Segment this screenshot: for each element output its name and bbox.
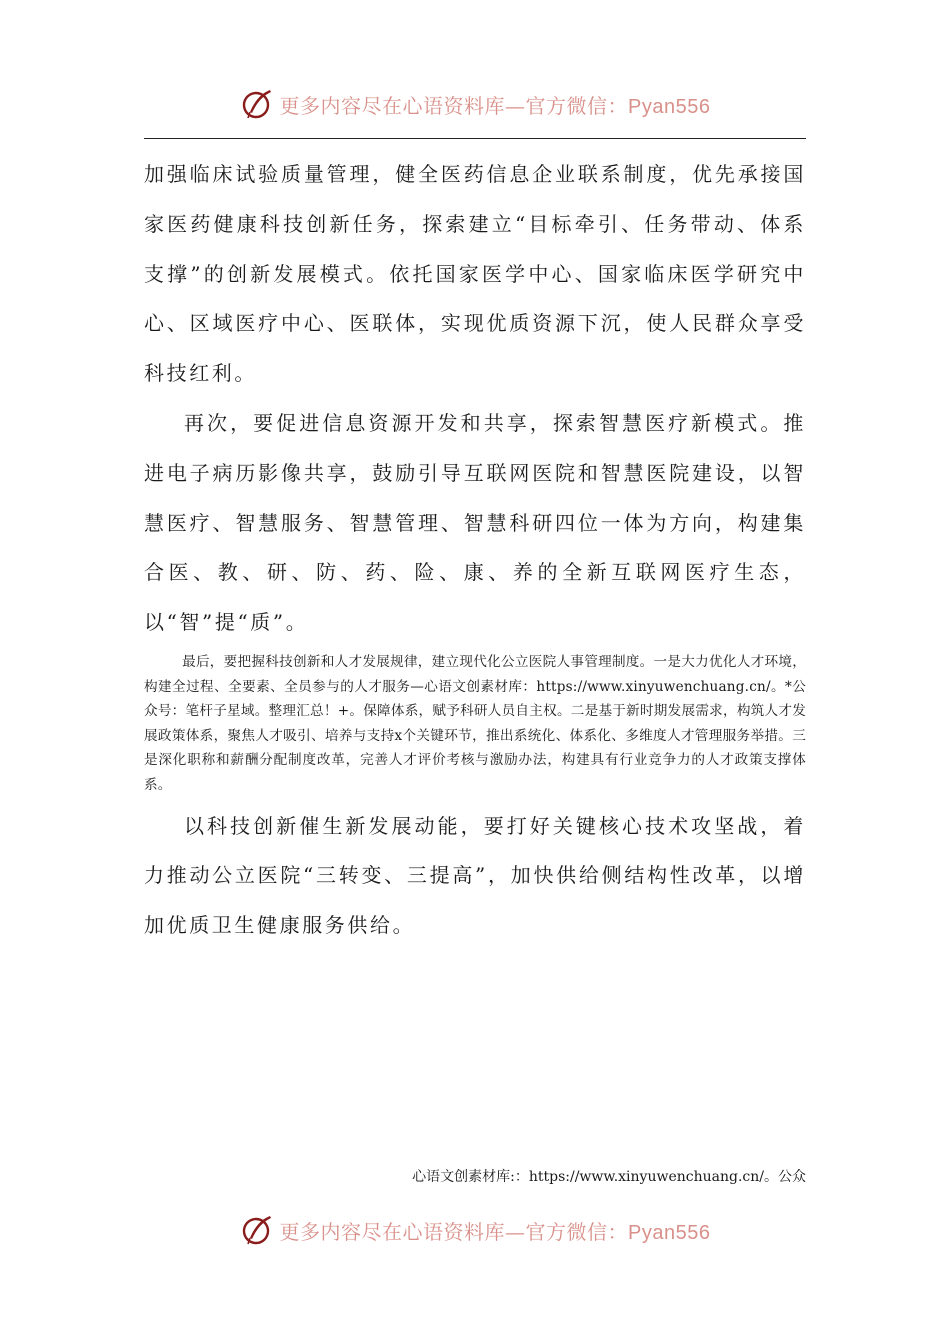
banner-text [280, 90, 711, 119]
footer-source-line: 心语文创素材库:：https://www.xinyuwenchuang.cn/。公众 [412, 1169, 806, 1185]
paragraph-2: 再次，要促进信息资源开发和共享，探索智慧医疗新模式。推进电子病历影像共享，鼓励引导互联网医院和智慧医院建设，以智慧医疗、智慧服务、智慧管理、智慧科研四位一体为方向，构建集合医、教、研、防、药、险、康、养的全新互联网医疗生态，以“智”提“质”。 [144, 410, 806, 635]
footer-banner [0, 1210, 950, 1250]
banner-text-main: 更多内容尽在心语资料库—官方微信： [279, 1219, 629, 1244]
banner-wechat-handle: Pyan556 [628, 95, 711, 118]
quill-logo-icon [240, 87, 274, 121]
banner-wechat-handle: Pyan556 [628, 1221, 711, 1244]
banner-text-main: 更多内容尽在心语资料库—官方微信： [279, 93, 629, 118]
header-divider [144, 138, 806, 139]
paragraph-4: 以科技创新催生新发展动能，要打好关键核心技术攻坚战，着力推动公立医院“三转变、三提高”，加快供给侧结构性改革，以增加优质卫生健康服务供给。 [144, 813, 806, 938]
banner-text [280, 1216, 711, 1245]
paragraph-3: 最后，要把握科技创新和人才发展规律，建立现代化公立医院人事管理制度。一是大力优化人才环境，构建全过程、全要素、全员参与的人才服务—心语文创素材库：https://www.xinyuwenchuang.cn/。*公众号：笔杆子星域。整理汇总！+。保障体系，赋予科研人员自主权。二是基于新时期发展需求，构筑人才发展政策体系，聚焦人才吸引、培养与支持x个关键环节，推出系统化、体系化、多维度人才管理服务举措。三是深化职称和薪酬分配制度改革，完善人才评价考核与激励办法，构建具有行业竞争力的人才政策支撑体系。 [144, 653, 806, 793]
header-banner [0, 84, 950, 124]
document-body [144, 150, 806, 951]
paragraph-1: 加强临床试验质量管理，健全医药信息企业联系制度，优先承接国家医药健康科技创新任务，探索建立“目标牵引、任务带动、体系支撑”的创新发展模式。依托国家医学中心、国家临床医学研究中心、区域医疗中心、医联体，实现优质资源下沉，使人民群众享受科技红利。 [144, 162, 806, 386]
quill-logo-icon [240, 1213, 274, 1247]
